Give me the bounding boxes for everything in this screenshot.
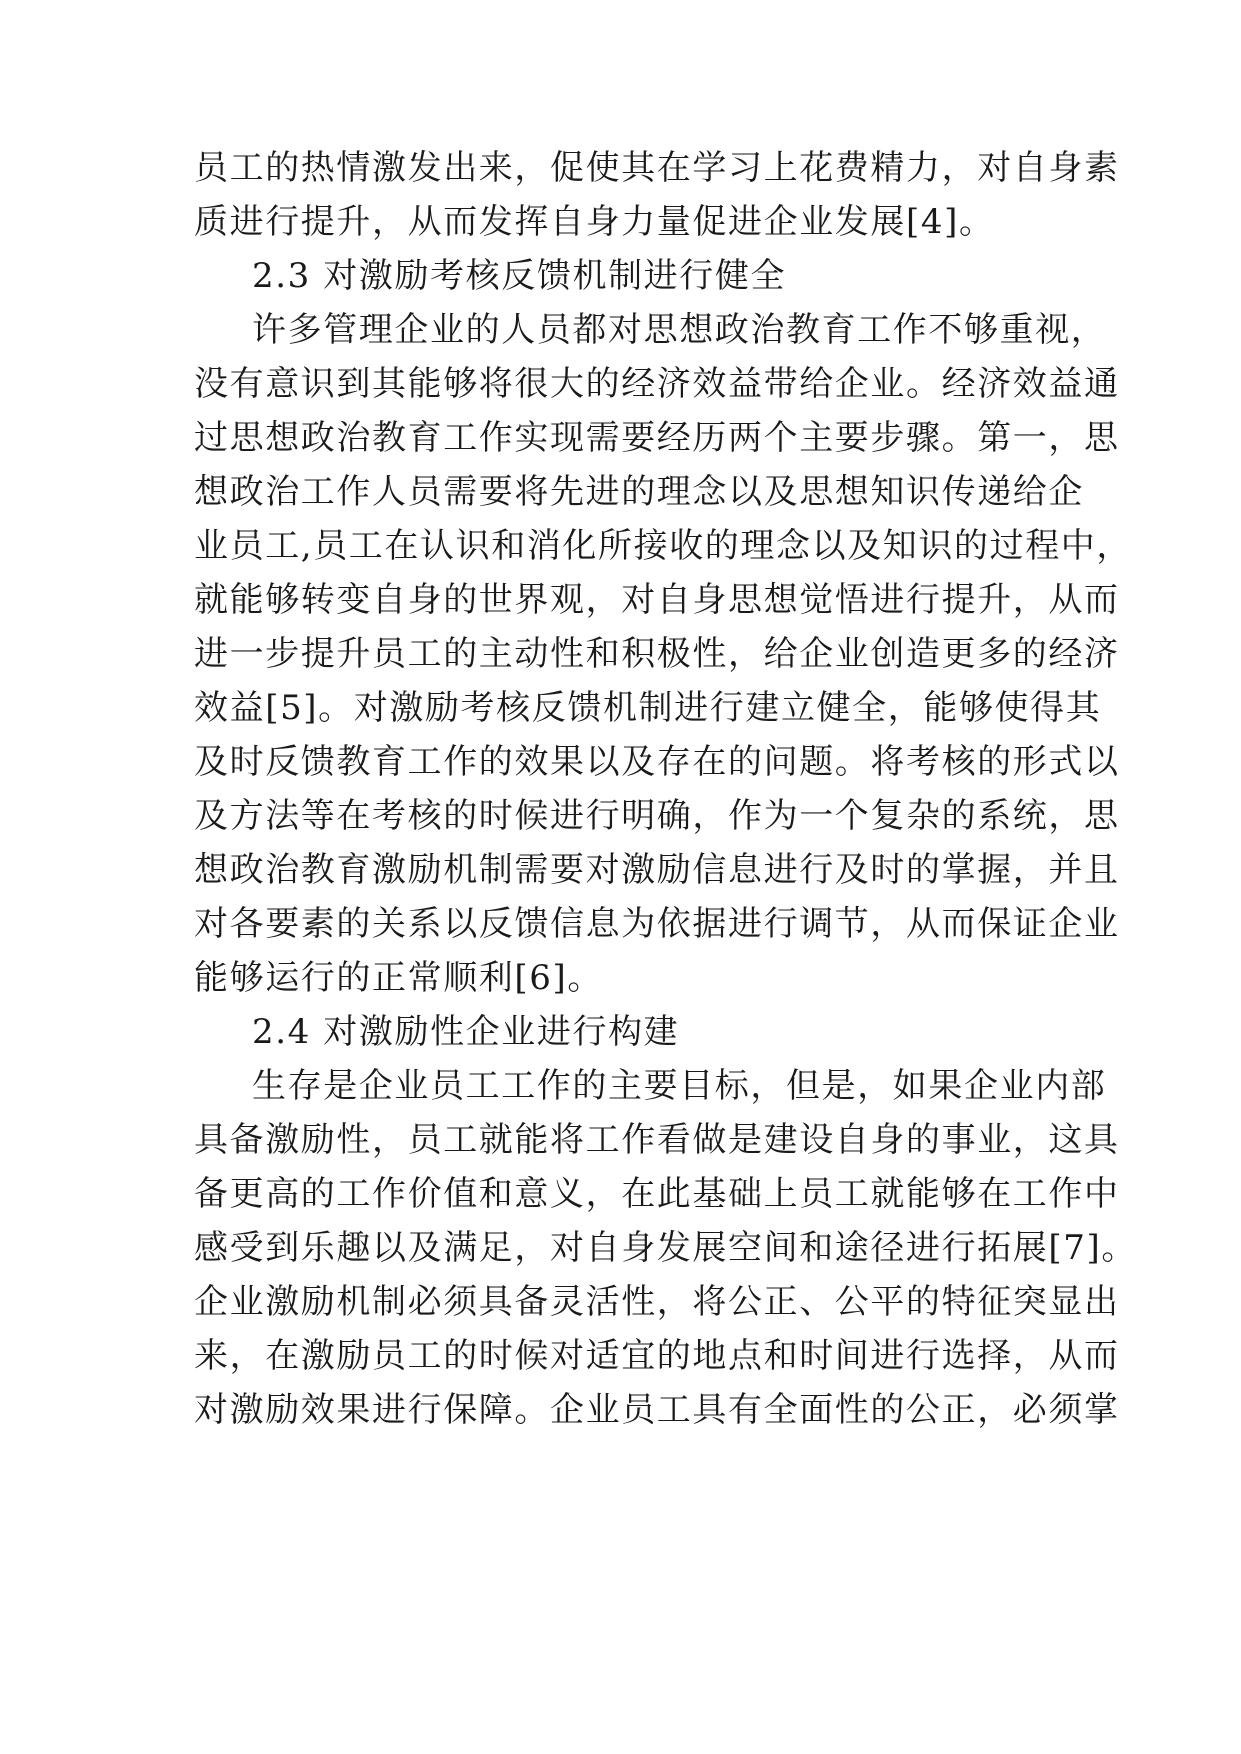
paragraph-line: 感受到乐趣以及满足，对自身发展空间和途径进行拓展[7]。 bbox=[194, 1228, 1137, 1268]
paragraph-line: 具备激励性，员工就能将工作看做是建设自身的事业，这具 bbox=[194, 1120, 1120, 1160]
paragraph-line: 对各要素的关系以反馈信息为依据进行调节，从而保证企业 bbox=[194, 904, 1120, 944]
paragraph-line: 想政治教育激励机制需要对激励信息进行及时的掌握，并且 bbox=[194, 850, 1120, 890]
paragraph-line: 进一步提升员工的主动性和积极性，给企业创造更多的经济 bbox=[194, 634, 1120, 674]
paragraph-line: 想政治工作人员需要将先进的理念以及思想知识传递给企 bbox=[194, 472, 1084, 512]
paragraph-line: 效益[5]。对激励考核反馈机制进行建立健全，能够使得其 bbox=[194, 688, 1102, 728]
paragraph-line: 质进行提升，从而发挥自身力量促进企业发展[4]。 bbox=[194, 202, 995, 242]
paragraph-line: 许多管理企业的人员都对思想政治教育工作不够重视， bbox=[252, 310, 1107, 350]
section-heading-2-4: 2.4 对激励性企业进行构建 bbox=[252, 1012, 680, 1052]
paragraph-line: 就能够转变自身的世界观，对自身思想觉悟进行提升，从而 bbox=[194, 580, 1120, 620]
paragraph-line: 及时反馈教育工作的效果以及存在的问题。将考核的形式以 bbox=[194, 742, 1120, 782]
paragraph-line: 能够运行的正常顺利[6]。 bbox=[194, 958, 603, 998]
paragraph-line: 及方法等在考核的时候进行明确，作为一个复杂的系统，思 bbox=[194, 796, 1120, 836]
paragraph-line: 没有意识到其能够将很大的经济效益带给企业。经济效益通 bbox=[194, 364, 1120, 404]
section-heading-2-3: 2.3 对激励考核反馈机制进行健全 bbox=[252, 256, 787, 296]
paragraph-line: 过思想政治教育工作实现需要经历两个主要步骤。第一，思 bbox=[194, 418, 1120, 458]
paragraph-line: 员工的热情激发出来，促使其在学习上花费精力，对自身素 bbox=[194, 148, 1120, 188]
paragraph-line: 生存是企业员工工作的主要目标，但是，如果企业内部 bbox=[252, 1066, 1107, 1106]
paragraph-line: 备更高的工作价值和意义，在此基础上员工就能够在工作中 bbox=[194, 1174, 1120, 1214]
paragraph-line: 对激励效果进行保障。企业员工具有全面性的公正，必须掌 bbox=[194, 1390, 1120, 1430]
paragraph-line: 业员工,员工在认识和消化所接收的理念以及知识的过程中， bbox=[194, 526, 1133, 566]
paragraph-line: 企业激励机制必须具备灵活性，将公正、公平的特征突显出 bbox=[194, 1282, 1120, 1322]
paragraph-line: 来，在激励员工的时候对适宜的地点和时间进行选择，从而 bbox=[194, 1336, 1120, 1376]
